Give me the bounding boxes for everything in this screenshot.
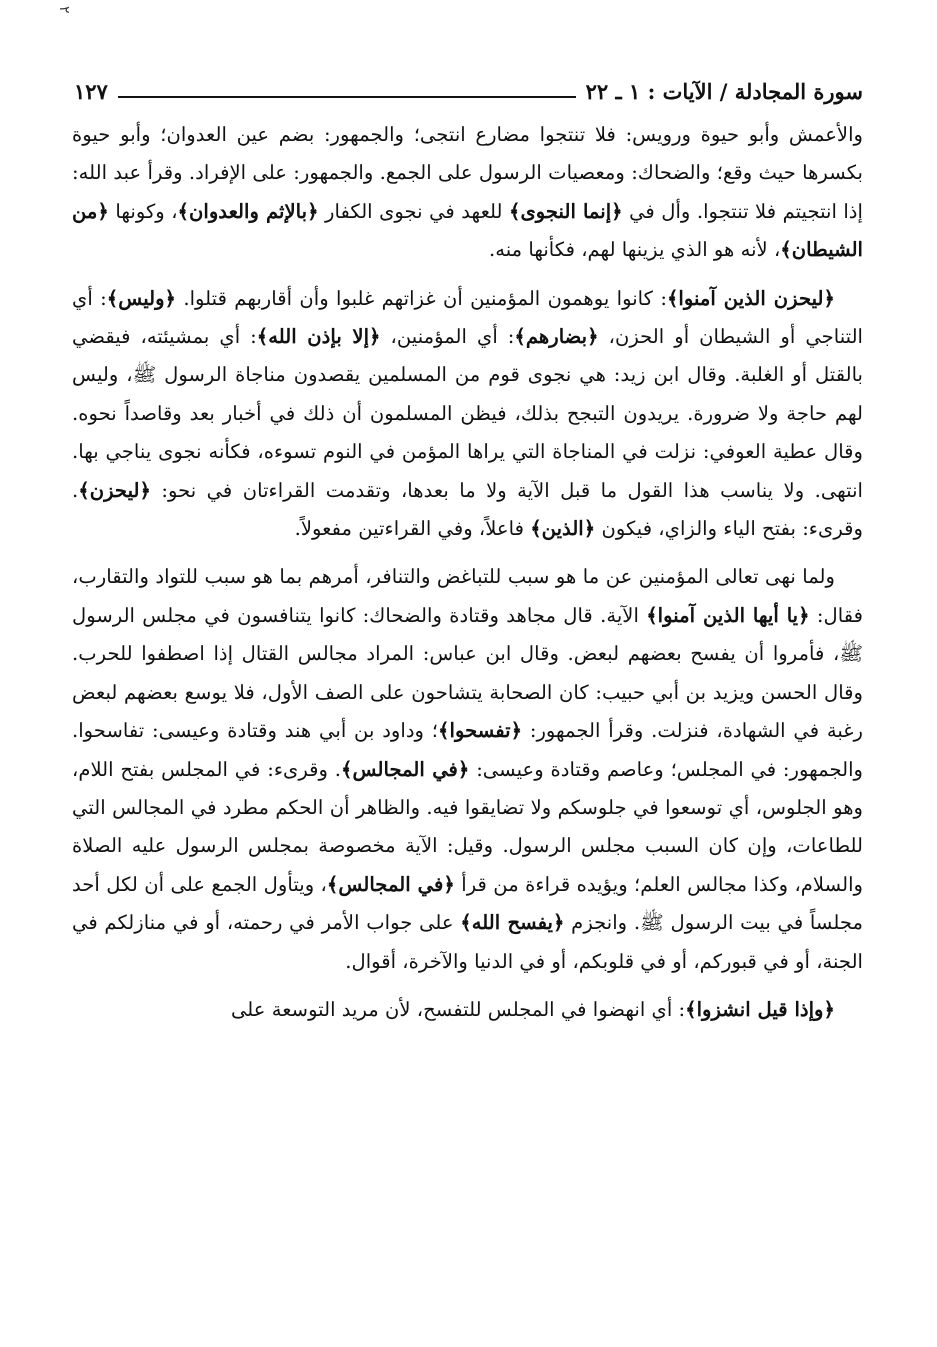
text-segment: والأعمش وأبو حيوة ورويس: فلا تنتجوا مضارع انتجى؛ والجمهور: بضم عين العدوان؛ وأبو حيوة بكسرها حيث وقع؛ والضحاك: ومعصيات الرسول على الجمع. والجمهور: على الإفراد. وقرأ عبد الله: إذا انتجيتم فلا تنتجوا. وأل في	[72, 123, 863, 223]
text-segment: : أي المؤمنين،	[380, 325, 515, 349]
quranic-quote: ﴿إنما النجوى﴾	[508, 199, 623, 223]
text-segment: للعهد في نجوى الكفار	[318, 199, 509, 223]
text-segment: فاعلاً، وفي القراءتين مفعولاً.	[294, 517, 531, 541]
quranic-quote: ﴿وليس﴾	[106, 286, 177, 310]
commentary-text	[72, 116, 863, 1039]
quranic-quote: ﴿ليحزن الذين آمنوا﴾	[666, 286, 835, 310]
paragraph	[72, 280, 863, 549]
quranic-quote: ﴿الذين﴾	[530, 517, 596, 541]
quranic-quote: ﴿تفسحوا﴾	[438, 719, 523, 743]
text-segment: ، لأنه هو الذي يزينها لهم، فكأنها منه.	[488, 238, 781, 262]
text-segment: : أي انهضوا في المجلس للتفسح، لأن مريد التوسعة على	[230, 997, 686, 1021]
header-rule	[118, 96, 576, 98]
text-segment: ، وكونها	[108, 199, 178, 223]
paragraph	[72, 991, 863, 1029]
quranic-quote: ﴿بالإثم والعدوان﴾	[177, 199, 319, 223]
paragraph	[72, 558, 863, 980]
text-segment: : أي التناجي أو الشيطان أو الحزن،	[72, 286, 863, 349]
quranic-quote: ﴿من الشيطان﴾	[72, 199, 863, 262]
surah-title: سورة المجادلة / الآيات : ١ ـ ٢٢	[585, 79, 863, 104]
quranic-quote: ﴿بضارهم﴾	[514, 325, 599, 349]
text-segment: ، ويتأول الجمع على أن لكل أحد مجلساً في بيت الرسول ﷺ. وانجزم	[72, 872, 863, 935]
page-header	[74, 70, 863, 104]
quranic-quote: ﴿يا أيها الذين آمنوا﴾	[646, 603, 810, 627]
quranic-quote: ﴿إلا بإذن الله﴾	[256, 325, 381, 349]
text-segment: . وقرىء: في المجلس بفتح اللام، وهو الجلوس، أي توسعوا في جلوسكم ولا تضايقوا فيه. والظاهر أن الحكم مطرد في المجالس التي للطاعات، وإن كان السبب مجلس الرسول. وقيل: الآية مخصوصة بمجلس الرسول عليه الصلاة والسلام، وكذا مجالس العلم؛ ويؤيده قراءة من قرأ	[72, 757, 863, 896]
quranic-quote: ﴿ليحزن﴾	[78, 478, 151, 502]
quranic-quote: ﴿في المجالس﴾	[326, 872, 455, 896]
paragraph	[72, 116, 863, 270]
text-segment: ؛ وداود بن أبي هند وقتادة وعيسى: تفاسحوا. والجمهور: في المجلس؛ وعاصم وقتادة وعيسى:	[72, 719, 864, 781]
quranic-quote: ﴿يفسح الله﴾	[460, 911, 565, 935]
text-segment: : كانوا يوهمون المؤمنين أن غزاتهم غلبوا وأن أقاربهم قتلوا.	[176, 286, 667, 310]
text-segment: ولما نهى تعالى المؤمنين عن ما هو سبب للتباغض والتنافر، أمرهم بما هو سبب للتواد والتقارب، فقال:	[72, 565, 863, 627]
text-segment: على جواب الأمر في رحمته، أو في منازلكم في الجنة، أو في قبوركم، أو في قلوبكم، أو في الدنيا والآخرة، أقوال.	[72, 911, 863, 973]
page-number: ١٢٧	[74, 79, 108, 104]
quranic-quote: ﴿وإذا قيل انشزوا﴾	[685, 997, 835, 1021]
text-segment: الآية. قال مجاهد وقتادة والضحاك: كانوا يتنافسون في مجلس الرسول ﷺ، فأمروا أن يفسح بعضهم لبعض. وقال ابن عباس: المراد مجالس القتال إذا اصطفوا للحرب. وقال الحسن ويزيد بن أبي حبيب: كان الصحابة يتشاحون على الصف الأول، فلا يوسع بعضهم لبعض رغبة في الشهادة، فنزلت. وقرأ الجمهور:	[72, 603, 864, 743]
margin-mark: ٢	[56, 6, 72, 14]
text-segment: . وقرىء: بفتح الياء والزاي، فيكون	[72, 478, 863, 541]
text-segment: : أي بمشيئته، فيقضي بالقتل أو الغلبة. وقال ابن زيد: هي نجوى قوم من المسلمين يقصدون مناجاة الرسول ﷺ، وليس لهم حاجة ولا ضرورة. يريدون التبجح بذلك، فيظن المسلمون أن ذلك في أخبار بعد وقاصداً نحوه. وقال عطية العوفي: نزلت في المناجاة التي يراها المؤمن في النوم تسوءه، فكأنه نجوى يناجي بها. انتهى. ولا يناسب هذا القول ما قبل الآية ولا ما بعدها، وتقدمت القراءتان في نحو:	[72, 325, 863, 502]
quranic-quote: ﴿في المجالس﴾	[341, 757, 470, 781]
